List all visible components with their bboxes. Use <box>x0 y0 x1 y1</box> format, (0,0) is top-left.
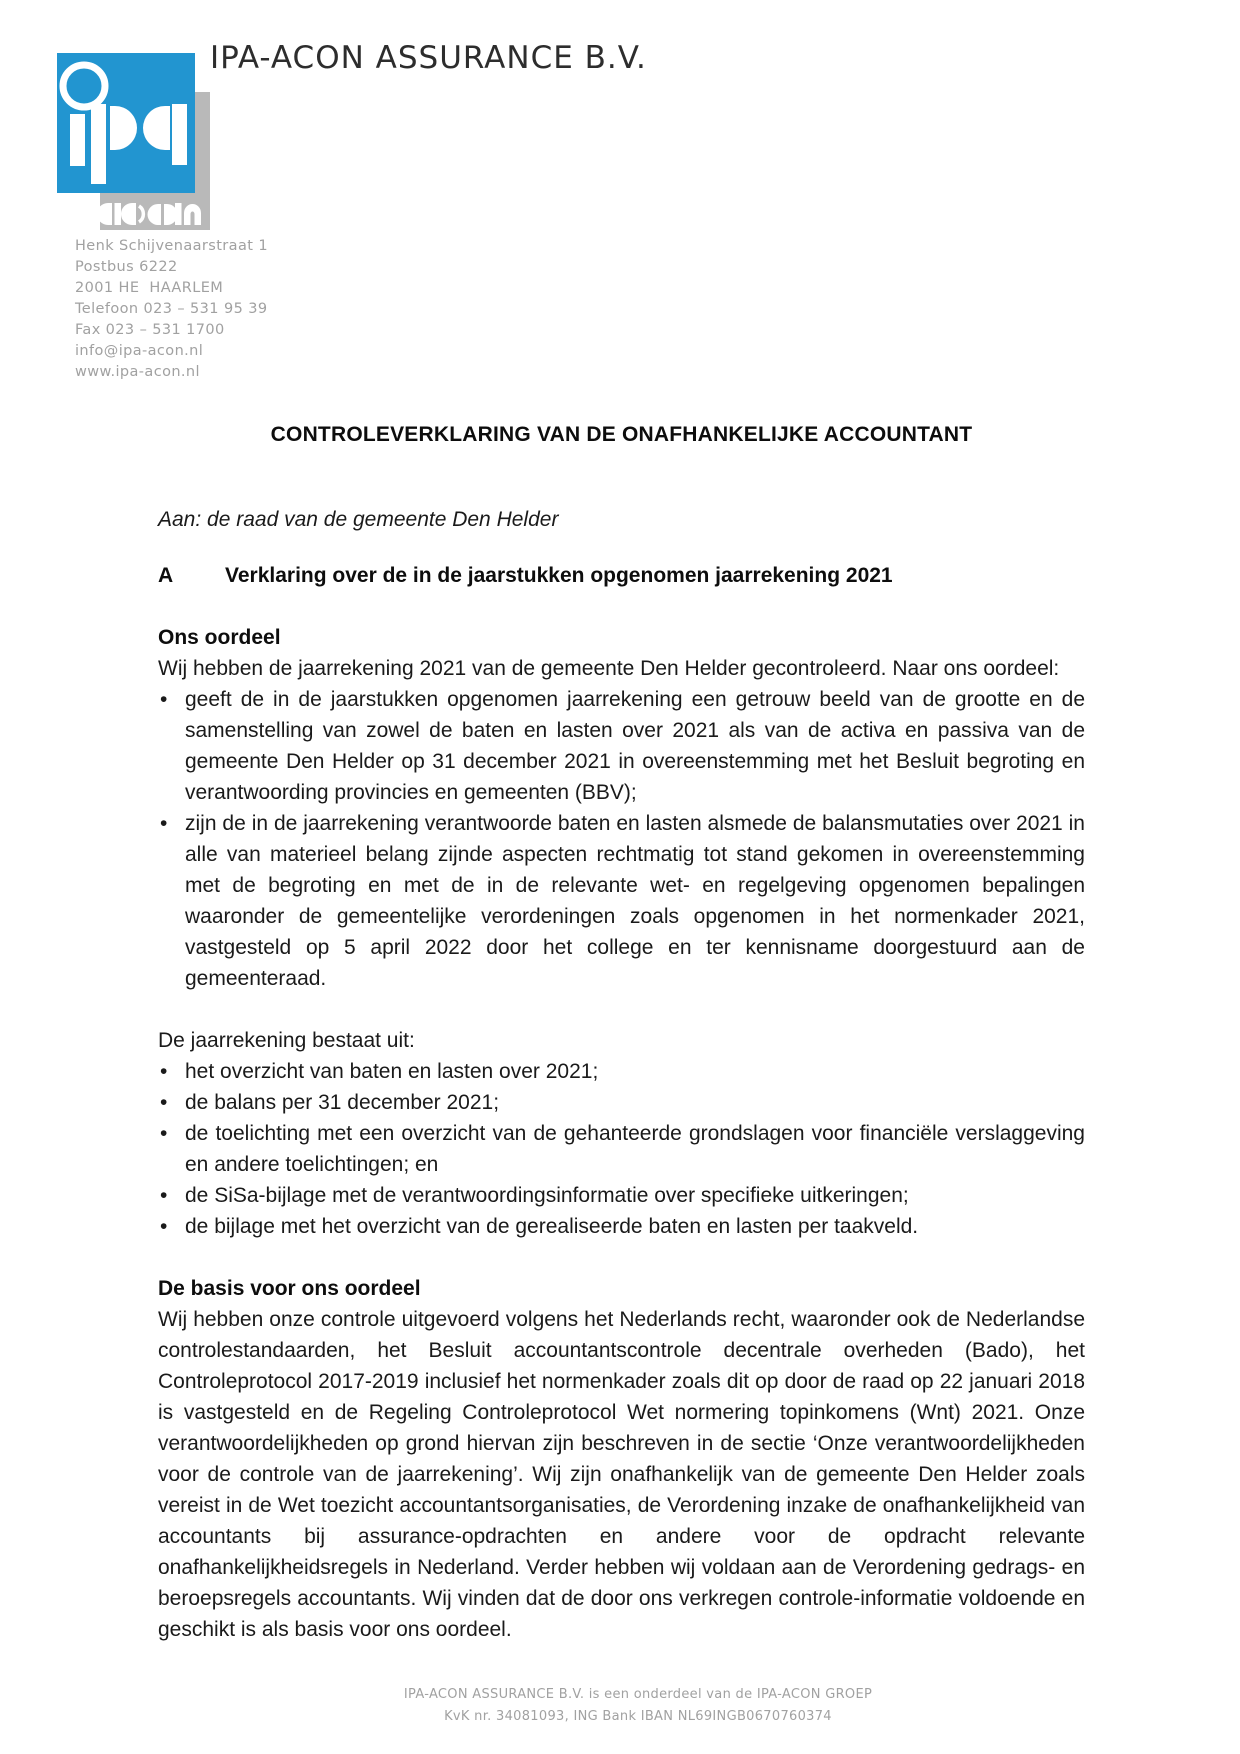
bullet-item: • zijn de in de jaarrekening verantwoorde baten en lasten alsmede de balansmutaties over 2021 in alle van materieel belang zijnde aspecten rechtmatig tot stand gekomen in overeenstemming met de begroting en met de in de relevante wet- en regelgeving opgenomen bepalingen waaronder de gemeentelijke verordeningen zoals opgenomen in het normenkader 2021, vastgesteld op 5 april 2022 door het college en ter kennisname doorgestuurd aan de gemeenteraad. <box>158 808 1085 994</box>
jaarrekening-bullet-list <box>158 1056 1085 1242</box>
basis-heading: De basis voor ons oordeel <box>158 1277 421 1300</box>
bullet-item: • het overzicht van baten en lasten over 2021; <box>158 1056 1085 1087</box>
address-line-city: 2001 HE HAARLEM <box>75 280 224 296</box>
address-line-email: info@ipa-acon.nl <box>75 343 204 359</box>
bullet-item: • de toelichting met een overzicht van de gehanteerde grondslagen voor financiële verslaggeving en andere toelichtingen; en <box>158 1118 1085 1180</box>
oordeel-bullet-list <box>158 684 1085 994</box>
address-line-postbus: Postbus 6222 <box>75 259 178 275</box>
bullet-item: • de bijlage met het overzicht van de gerealiseerde baten en lasten per taakveld. <box>158 1211 1085 1242</box>
section-a-heading <box>158 560 1085 591</box>
address-block <box>75 236 268 383</box>
jaarrekening-bestaat-intro: De jaarrekening bestaat uit: <box>158 1029 415 1052</box>
page-footer <box>158 1684 1118 1728</box>
address-line-street: Henk Schijvenaarstraat 1 <box>75 238 268 254</box>
ons-oordeel-intro: Wij hebben de jaarrekening 2021 van de gemeente Den Helder gecontroleerd. Naar ons oordeel: <box>158 657 1060 680</box>
letter-body <box>158 419 1085 1645</box>
bullet-item: • de balans per 31 december 2021; <box>158 1087 1085 1118</box>
bullet-item: • geeft de in de jaarstukken opgenomen jaarrekening een getrouw beeld van de grootte en de samenstelling van zowel de baten en lasten over 2021 als van de activa en passiva van de gemeente Den Helder op 31 december 2021 in overeenstemming met het Besluit begroting en verantwoording provincies en gemeenten (BBV); <box>158 684 1085 808</box>
footer-line-kvk: KvK nr. 34081093, ING Bank IBAN NL69INGB0670760374 <box>444 1709 832 1724</box>
basis-body: Wij hebben onze controle uitgevoerd volgens het Nederlands recht, waaronder ook de Nederlandse controlestandaarden, het Besluit accountantscontrole decentrale overheden (Bado), het Controleprotocol 2017-2019 inclusief het normenkader zoals dit op door de raad op 22 januari 2018 is vastgesteld en de Regeling Controleprotocol Wet normering topinkomens (Wnt) 2021. Onze verantwoordelijkheden op grond hiervan zijn beschreven in de sectie ‘Onze verantwoordelijkheden voor de controle van de jaarrekening’. Wij zijn onafhankelijk van de gemeente Den Helder zoals vereist in de Wet toezicht accountantsorganisaties, de Verordening inzake de onafhankelijkheid van accountants bij assurance-opdrachten en andere voor de opdracht relevante onafhankelijkheidsregels in Nederland. Verder hebben wij voldaan aan de Verordening gedrags- en beroepsregels accountants. Wij vinden dat de door ons verkregen controle-informatie voldoende en geschikt is als basis voor ons oordeel. <box>158 1308 1085 1641</box>
section-a-label: A <box>158 564 174 587</box>
footer-line-groep: IPA-ACON ASSURANCE B.V. is een onderdeel van de IPA-ACON GROEP <box>403 1687 873 1702</box>
address-line-website: www.ipa-acon.nl <box>75 364 200 380</box>
brand-title: IPA-ACON ASSURANCE B.V. <box>210 40 647 76</box>
bullet-item: • de SiSa-bijlage met de verantwoordingsinformatie over specifieke uitkeringen; <box>158 1180 1085 1211</box>
ipa-acon-logo-icon <box>50 50 210 232</box>
address-line-phone: Telefoon 023 – 531 95 39 <box>75 301 268 317</box>
addressee-line: Aan: de raad van de gemeente Den Helder <box>158 508 559 531</box>
document-title: CONTROLEVERKLARING VAN DE ONAFHANKELIJKE ACCOUNTANT <box>270 423 973 446</box>
ons-oordeel-heading: Ons oordeel <box>158 626 281 649</box>
section-a-heading-text: Verklaring over de in de jaarstukken opgenomen jaarrekening 2021 <box>225 564 893 587</box>
address-line-fax: Fax 023 – 531 1700 <box>75 322 225 338</box>
